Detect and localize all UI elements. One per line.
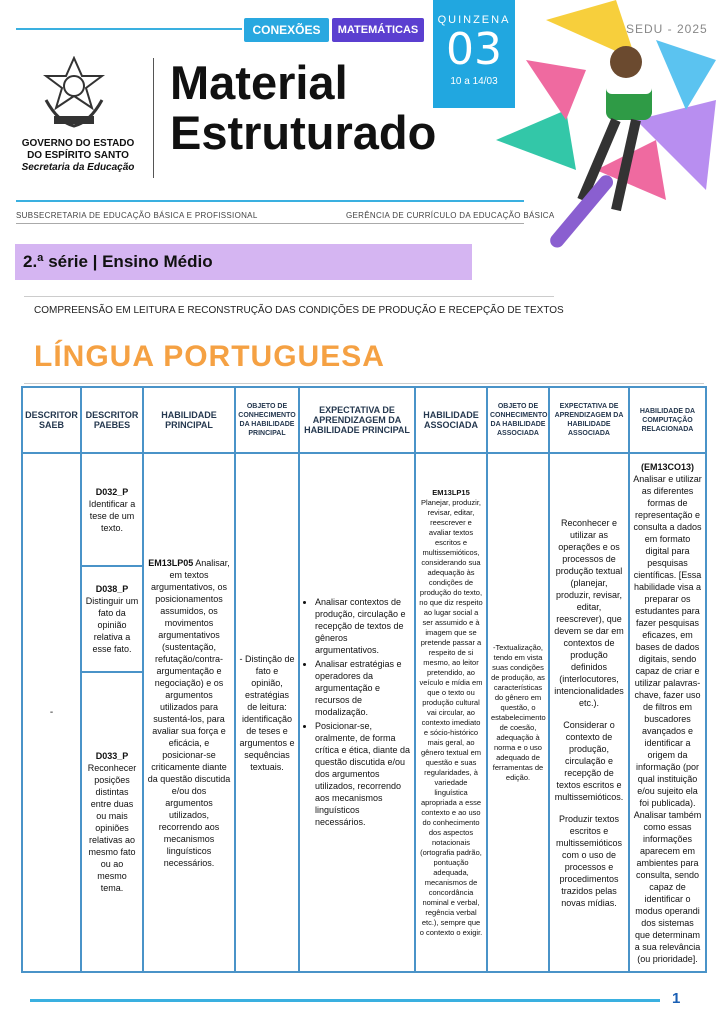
hab-principal-cell: EM13LP05 Analisar, em textos argumentativos, os posicionamentos assumidos, os movimentos argumentativos (sustentação, refutação/contra-argumentação e negociação) e os argumentos utilizados para sustentá-los, para avaliar sua força e eficácia, e posicionar-se criticamente diante da questão discutida e/ou dos argumentos utilizados, recorrendo aos mecanismos linguísticos necessários. [143,453,235,972]
saeb-cell: - [22,453,81,972]
header-rule [16,200,524,202]
page-number: 1 [672,990,681,1007]
header-saeb: DESCRITOR SAEB [22,387,81,453]
conexoes-badge: CONEXÕES [244,18,329,42]
secretaria-name: Secretaria da Educação [21,162,135,173]
paebes-cell-2: D038_P Distinguir um fato da opinião relativa a esse fato. [81,566,143,672]
header-expectativa-principal: EXPECTATIVA DE APRENDIZAGEM DA HABILIDADE PRINCIPAL [299,387,415,453]
quinzena-label: QUINZENA [437,14,511,26]
expectativa-associada-cell: Reconhecer e utilizar as operações e os processos de produção textual (planejar, produzir, revisar, editar, reescrever), que devem se dar em contextos de produção definidos (interlocutores, intencionalidades etc.). Considerar o contexto de produção, circulação e recepção de textos escritos e multissemióticos. Produzir textos escritos e multissemióticos com o uso de processos e procedimentos trazidos pelas novas mídias. [549,453,629,972]
subsecretaria-label: SUBSECRETARIA DE EDUCAÇÃO BÁSICA E PROFISSIONAL [16,211,258,220]
skills-table [21,386,707,973]
skater-illustration [486,0,724,300]
computacao-cell: (EM13CO13) Analisar e utilizar as diferentes formas de representação e consulta a dados em formato digital para pesquisas científicas. [Essa habilidade visa a preparar os estudantes para fazer pesquisas eficazes, em bases de dados digitais, sendo capaz de criar e utilizar palavras-chave, fazer uso de filtros em buscadores avançados e identificar a origem da informação (por qual instituição e/ou sujeito ela foi publicada). Analisar também como essas informações aparecem em ambientes para consulta, sendo capaz de identificar o modus operandi dos sistemas que determinam a sua relevância (ou prioridade]. [629,453,706,972]
paebes-cell-1: D032_P Identificar a tese de um texto. [81,453,143,566]
hab-associada-cell: EM13LP15 Planejar, produzir, revisar, editar, reescrever e avaliar textos escritos e multissemióticos, considerando sua adequação às condições de produção do texto, no que diz respeito ao lugar social a ser assumido e à imagem que se pretende passar a respeito de si mesmo, ao leitor pretendido, ao veículo e mídia em que o texto ou produção cultural vai circular, ao contexto imediato e sócio-histórico mais geral, ao gênero textual em questão e suas regularidades, à variedade linguística apropriada a esse contexto e ao uso do conhecimento dos aspectos notacionais (ortografia padrão, pontuação adequada, mecanismos de concordância nominal e verbal, regência verbal etc.), sempre que o contexto o exigir. [415,453,487,972]
gerencia-label: GERÊNCIA DE CURRÍCULO DA EDUCAÇÃO BÁSICA [346,211,555,220]
expectativa-principal-cell [299,453,415,972]
header-paebes: DESCRITOR PAEBES [81,387,143,453]
objeto-associada-cell: -Textualização, tendo em vista suas condições de produção, as características do gênero em questão, o estabelecimento de coesão, adequação à norma e o uso adequado de ferramentas de edição. [487,453,549,972]
paebes-cell-3: D033_P Reconhecer posições distintas entre duas ou mais opiniões relativas ao mesmo fato ou ao mesmo tema. [81,672,143,972]
objeto-principal-cell: - Distinção de fato e opinião, estratégias de leitura: identificação de teses e argumentos e sequências textuais. [235,453,299,972]
table-header-row [22,387,706,453]
header-objeto-principal: OBJETO DE CONHECIMENTO DA HABILIDADE PRINCIPAL [235,387,299,453]
serie-banner: 2.ª série | Ensino Médio [15,244,472,280]
quinzena-number: 03 [446,24,502,75]
page-title: Material Estruturado [170,56,437,159]
expectativa-item: • Analisar contextos de produção, circulação e recepção de textos de gêneros argumentativos. [315,596,411,656]
competencia-rule [24,296,554,297]
subject-title: LÍNGUA PORTUGUESA [34,340,385,373]
footer-rule [30,999,660,1002]
header-divider [153,58,154,178]
sedu-label: SEDU - 2025 [626,22,708,36]
government-name: GOVERNO DO ESTADO DO ESPÍRITO SANTO [21,138,135,161]
competencia-title: COMPREENSÃO EM LEITURA E RECONSTRUÇÃO DAS CONDIÇÕES DE PRODUÇÃO E RECEPÇÃO DE TEXTOS [34,305,564,316]
quinzena-dates: 10 a 14/03 [450,76,498,87]
top-accent-line [16,28,242,30]
table-row [22,453,706,566]
header-hab-associada: HABILIDADE ASSOCIADA [415,387,487,453]
header-objeto-associada: OBJETO DE CONHECIMENTO DA HABILIDADE ASSOCIADA [487,387,549,453]
subject-rule [24,383,704,384]
header-expectativa-associada: EXPECTATIVA DE APRENDIZAGEM DA HABILIDADE ASSOCIADA [549,387,629,453]
header-hab-principal: HABILIDADE PRINCIPAL [143,387,235,453]
matematicas-badge: MATEMÁTICAS [332,18,424,42]
expectativa-item: • Analisar estratégias e operadores da argumentação e recursos de modalização. [315,658,411,718]
state-crest-icon [38,56,110,132]
header-rule-thin [16,223,524,224]
header-computacao: HABILIDADE DA COMPUTAÇÃO RELACIONADA [629,387,706,453]
expectativa-item: • Posicionar-se, oralmente, de forma crítica e ética, diante da questão discutida e/ou dos argumentos utilizados, recorrendo aos mecanismos linguísticos necessários. [315,720,411,828]
